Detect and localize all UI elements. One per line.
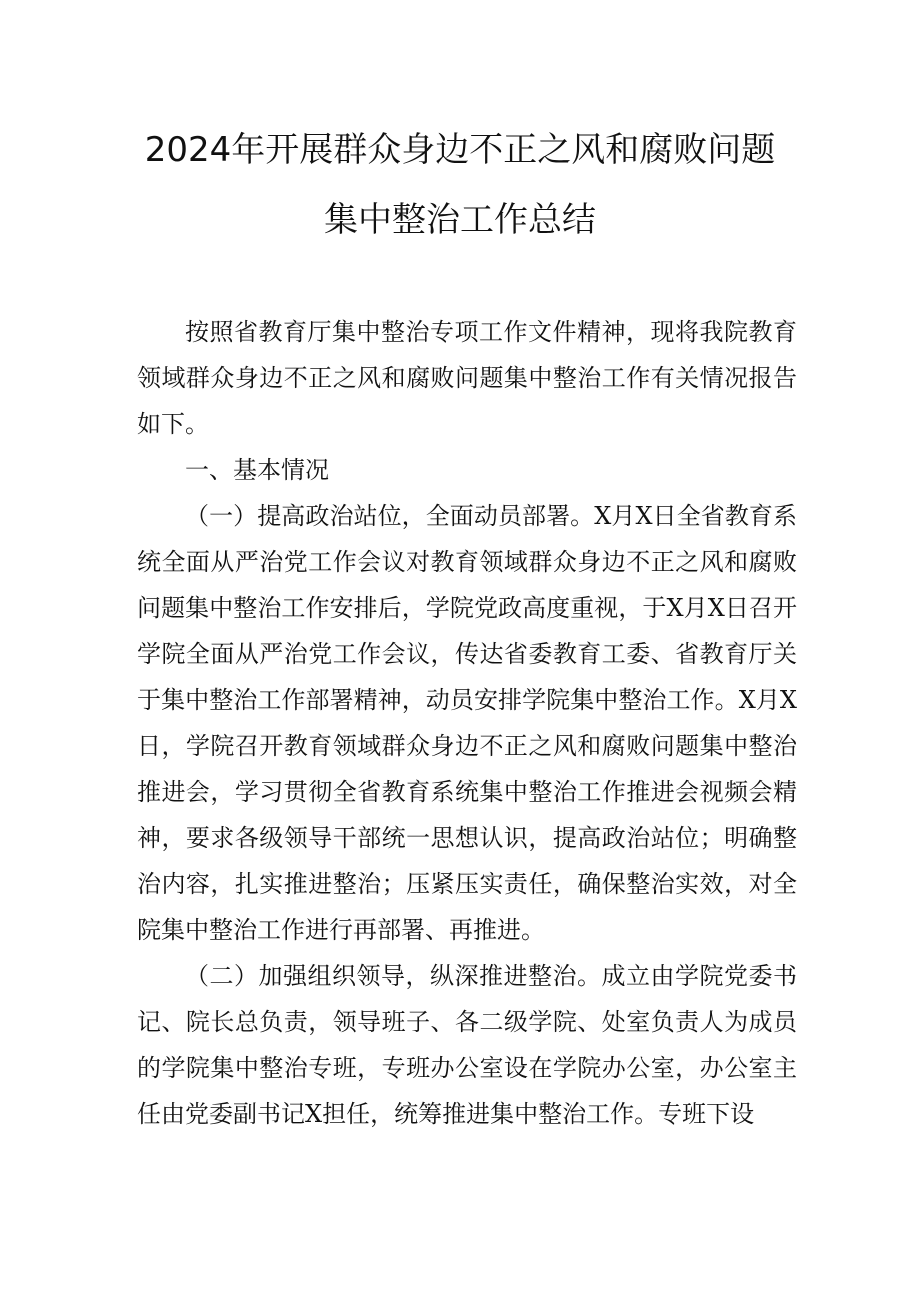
- paragraph-section-2: （二）加强组织领导，纵深推进整治。成立由学院党委书记、院长总负责，领导班子、各二级学院、处室负责人为成员的学院集中整治专班，专班办公室设在学院办公室，办公室主任由党委副书记X担任，统筹推进集中整治工作。专班下设: [137, 962, 797, 1128]
- document-title-line-2: 集中整治工作总结: [324, 200, 596, 240]
- section-heading-basic-situation: 一、基本情况: [185, 456, 329, 484]
- document-title-line-1: 2024年开展群众身边不正之风和腐败问题: [144, 130, 776, 170]
- intro-paragraph: 按照省教育厅集中整治专项工作文件精神，现将我院教育领域群众身边不正之风和腐败问题集中整治工作有关情况报告如下。: [137, 318, 797, 438]
- document-body: [137, 309, 797, 1137]
- paragraph-section-1: （一）提高政治站位，全面动员部署。X月X日全省教育系统全面从严治党工作会议对教育领域群众身边不正之风和腐败问题集中整治工作安排后，学院党政高度重视，于X月X日召开学院全面从严治党工作会议，传达省委教育工委、省教育厅关于集中整治工作部署精神，动员安排学院集中整治工作。X月X日，学院召开教育领域群众身边不正之风和腐败问题集中整治推进会，学习贯彻全省教育系统集中整治工作推进会视频会精神，要求各级领导干部统一思想认识，提高政治站位；明确整治内容，扎实推进整治；压紧压实责任，确保整治实效，对全院集中整治工作进行再部署、再推进。: [137, 502, 797, 944]
